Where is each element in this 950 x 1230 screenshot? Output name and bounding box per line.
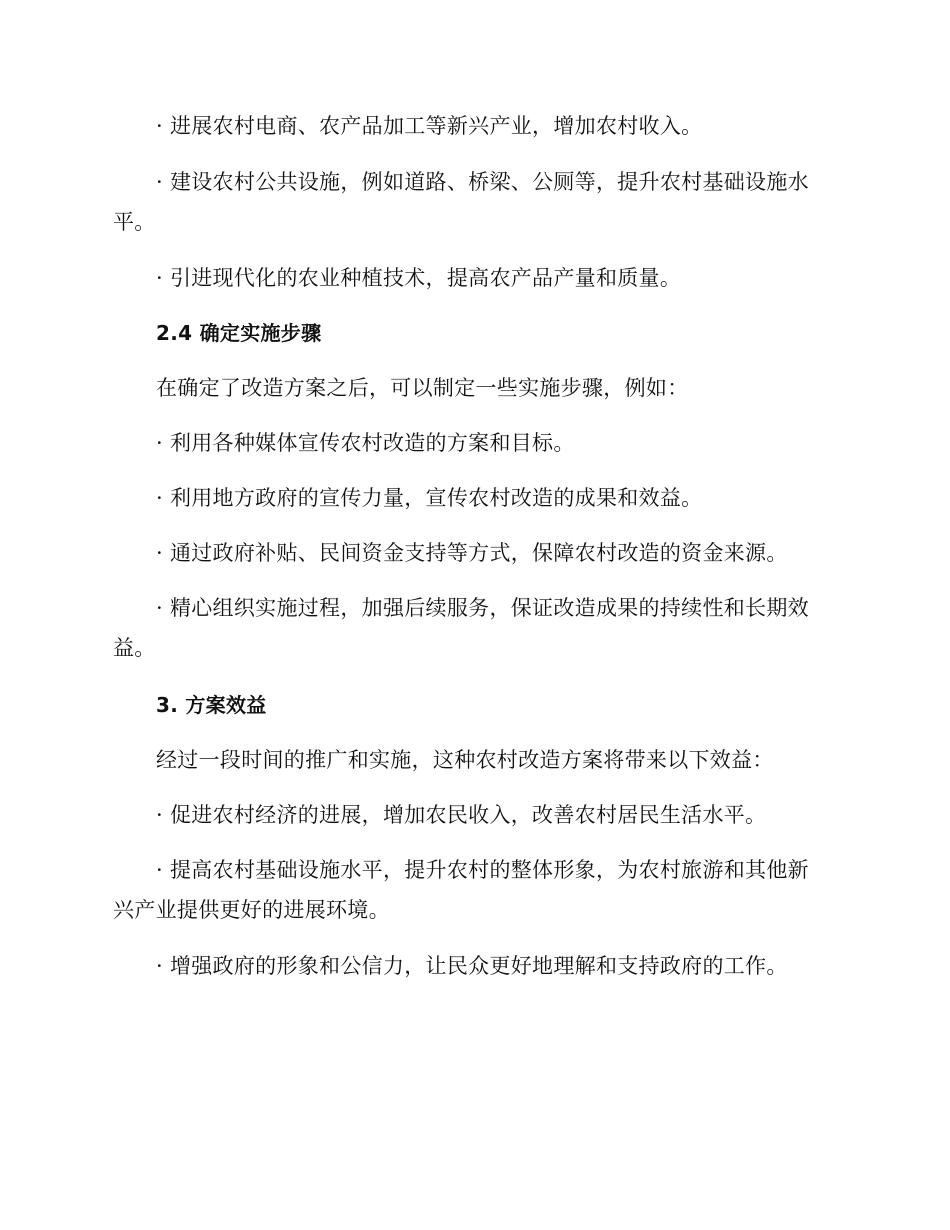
bullet-develop-industries: · 进展农村电商、农产品加工等新兴产业，增加农村收入。	[156, 114, 703, 138]
bullet-funding-sources: · 通过政府补贴、民间资金支持等方式，保障农村改造的资金来源。	[156, 541, 788, 565]
section-heading-benefits: 3. 方案效益	[156, 693, 267, 717]
intro-paragraph-steps: 在确定了改造方案之后，可以制定一些实施步骤，例如：	[156, 376, 689, 400]
bullet-media-promotion: · 利用各种媒体宣传农村改造的方案和目标。	[156, 431, 575, 455]
intro-paragraph-benefits: 经过一段时间的推广和实施，这种农村改造方案将带来以下效益：	[156, 748, 774, 772]
bullet-modern-techniques: · 引进现代化的农业种植技术，提高农产品产量和质量。	[156, 266, 682, 290]
bullet-build-facilities: · 建设农村公共设施，例如道路、桥梁、公厕等，提升农村基础设施水平。	[113, 170, 809, 234]
bullet-infrastructure-image: · 提高农村基础设施水平，提升农村的整体形象，为农村旅游和其他新兴产业提供更好的进展环境。	[113, 858, 809, 922]
bullet-economic-development: · 促进农村经济的进展，增加农民收入，改善农村居民生活水平。	[156, 803, 767, 827]
section-heading-implementation-steps: 2.4 确定实施步骤	[156, 321, 322, 345]
bullet-government-promotion: · 利用地方政府的宣传力量，宣传农村改造的成果和效益。	[156, 486, 703, 510]
bullet-organize-implementation: · 精心组织实施过程，加强后续服务，保证改造成果的持续性和长期效益。	[113, 596, 809, 660]
bullet-government-credibility: · 增强政府的形象和公信力，让民众更好地理解和支持政府的工作。	[156, 954, 788, 978]
